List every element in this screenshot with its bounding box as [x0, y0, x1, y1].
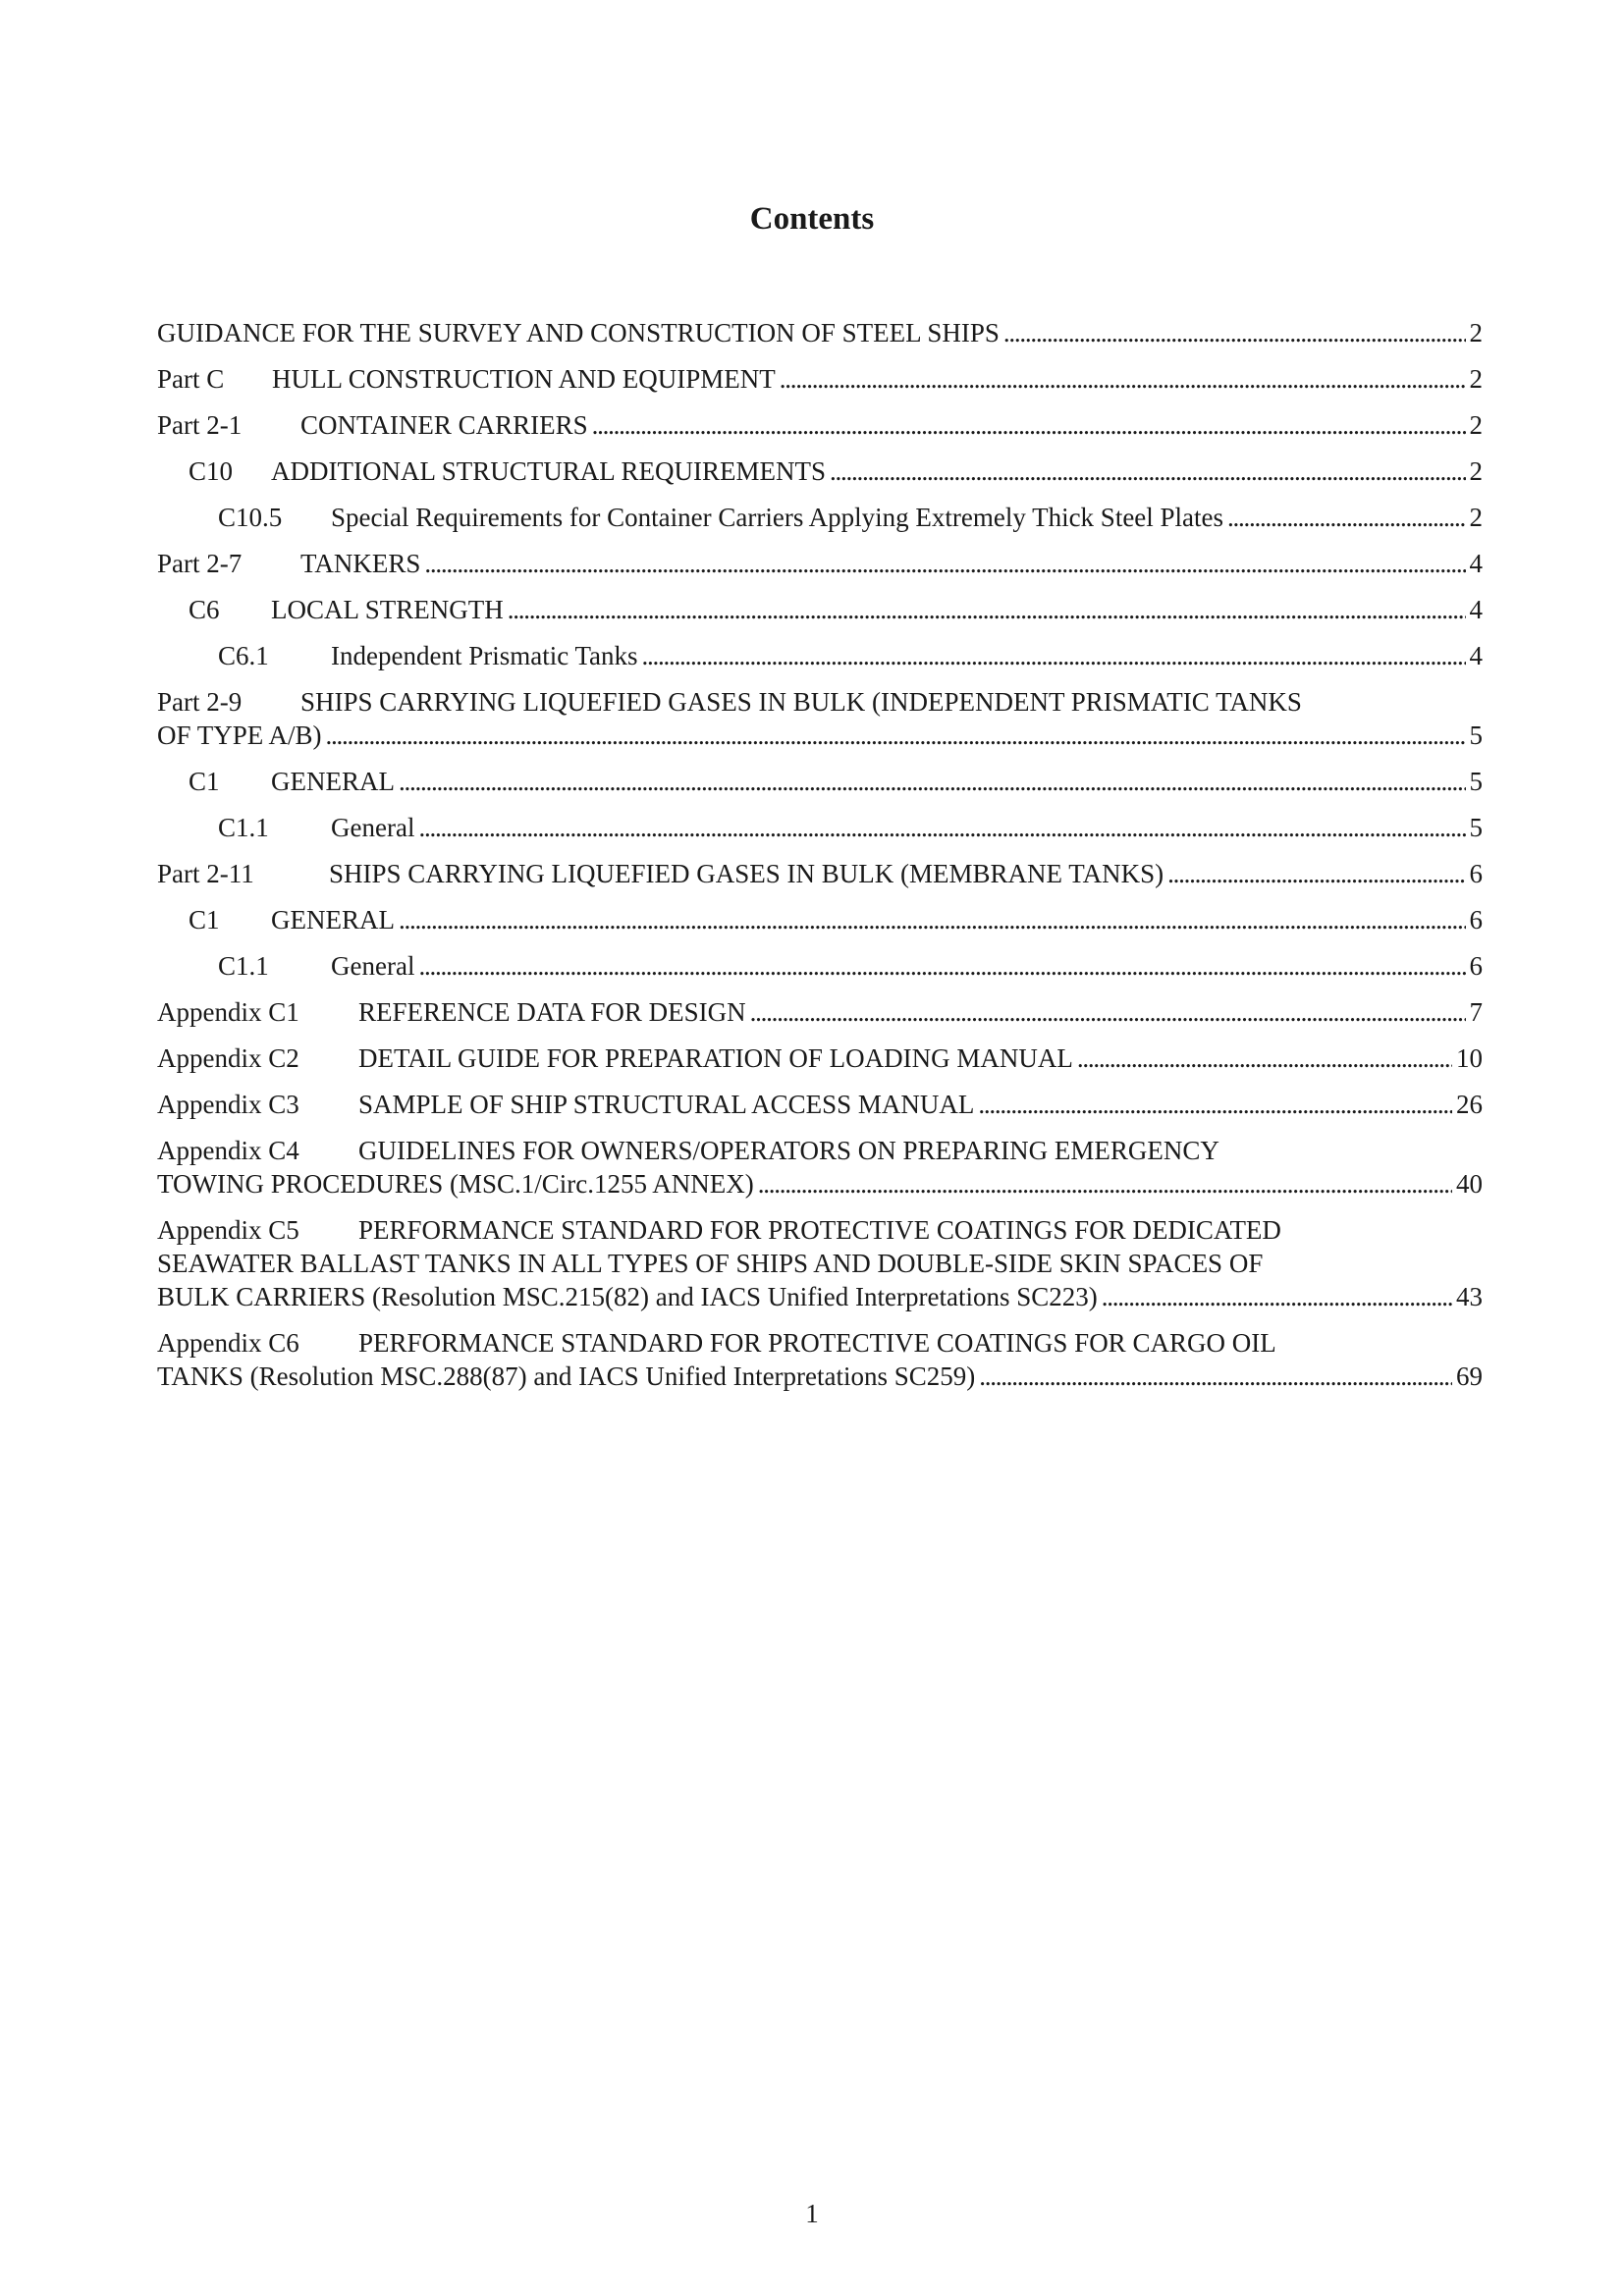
dot-leader: [978, 1088, 1452, 1121]
toc-entry-title: HULL CONSTRUCTION AND EQUIPMENT: [272, 364, 776, 394]
toc-entry-number: C10.5: [218, 503, 283, 532]
toc-entry[interactable]: [157, 811, 1483, 844]
toc-entry-number: Part C: [157, 364, 225, 394]
dot-leader: [1167, 857, 1465, 890]
toc-entry-number: Part 2-9: [157, 687, 243, 717]
toc-entry-page: 6: [1469, 859, 1483, 888]
dot-leader: [326, 719, 1466, 752]
toc-entry-title: Special Requirements for Container Carriers Applying Extremely Thick Steel Plates: [331, 503, 1224, 532]
dot-leader: [399, 765, 1466, 798]
toc-entry-number: Appendix C1: [157, 997, 299, 1027]
toc-entry-title: LOCAL STRENGTH: [271, 595, 504, 624]
toc-entry-number: Appendix C3: [157, 1090, 299, 1119]
toc-entry-page: 7: [1469, 997, 1483, 1027]
toc-entry-number: Appendix C4: [157, 1136, 299, 1165]
toc-entry[interactable]: [157, 316, 1483, 349]
toc-entry[interactable]: [157, 949, 1483, 983]
toc-entry-page: 2: [1469, 364, 1483, 394]
dot-leader: [758, 1167, 1452, 1201]
toc-entry-page: 69: [1456, 1362, 1483, 1391]
toc-entry-number: Appendix C2: [157, 1043, 299, 1073]
toc-entry-number: C10: [189, 456, 234, 486]
dot-leader: [424, 547, 1465, 580]
toc-entry[interactable]: [157, 501, 1483, 534]
dot-leader: [1102, 1280, 1452, 1313]
toc-entry-number: C6: [189, 595, 220, 624]
toc-entry[interactable]: [157, 685, 1483, 752]
toc-entry-page: 26: [1456, 1090, 1483, 1119]
toc-entry-title-continued: OF TYPE A/B): [157, 721, 322, 750]
toc-entry-title: CONTAINER CARRIERS: [300, 410, 588, 440]
toc-entry-title-continued: BULK CARRIERS (Resolution MSC.215(82) and IACS Unified Interpretations SC223): [157, 1282, 1098, 1311]
toc-entry-title: REFERENCE DATA FOR DESIGN: [358, 997, 746, 1027]
toc-entry-title: SHIPS CARRYING LIQUEFIED GASES IN BULK (MEMBRANE TANKS): [329, 859, 1164, 888]
page-title: Contents: [749, 201, 875, 237]
toc-entry-number: C6.1: [218, 641, 269, 670]
toc-entry[interactable]: [157, 639, 1483, 672]
dot-leader: [830, 454, 1466, 488]
page-number: 1: [805, 2199, 819, 2228]
toc-entry-page: 5: [1469, 767, 1483, 796]
dot-leader: [418, 811, 1465, 844]
dot-leader: [979, 1360, 1452, 1393]
dot-leader: [508, 593, 1466, 626]
dot-leader: [642, 639, 1466, 672]
toc-entry-number: Part 2-11: [157, 859, 254, 888]
toc-entry-page: 2: [1469, 456, 1483, 486]
toc-entry-page: 10: [1456, 1043, 1483, 1073]
toc-entry-title-continued: TANKS (Resolution MSC.288(87) and IACS Unified Interpretations SC259): [157, 1362, 976, 1391]
dot-leader: [418, 949, 1465, 983]
toc-entry-page: 43: [1456, 1282, 1483, 1311]
toc-entry[interactable]: [157, 1041, 1483, 1075]
toc-entry-number: Appendix C6: [157, 1328, 299, 1358]
dot-leader: [750, 995, 1466, 1029]
toc-entry-title: GENERAL: [271, 905, 395, 934]
toc-entry[interactable]: [157, 857, 1483, 890]
toc-entry-number: C1: [189, 905, 220, 934]
toc-entry-title: General: [331, 813, 415, 842]
toc-entry-number: C1: [189, 767, 220, 796]
dot-leader: [1227, 501, 1465, 534]
toc-entry-number: Appendix C5: [157, 1215, 299, 1245]
toc-entry[interactable]: [157, 1326, 1483, 1393]
table-of-contents: [157, 316, 1483, 1406]
dot-leader: [780, 362, 1466, 396]
toc-entry-page: 2: [1469, 503, 1483, 532]
dot-leader: [1003, 316, 1466, 349]
toc-entry[interactable]: [157, 454, 1483, 488]
toc-entry[interactable]: [157, 1213, 1483, 1313]
toc-entry-page: 4: [1469, 641, 1483, 670]
toc-entry[interactable]: [157, 1088, 1483, 1121]
toc-entry-page: 4: [1469, 549, 1483, 578]
toc-entry-title: DETAIL GUIDE FOR PREPARATION OF LOADING MANUAL: [358, 1043, 1073, 1073]
toc-entry[interactable]: [157, 362, 1483, 396]
toc-entry-title-continued: SEAWATER BALLAST TANKS IN ALL TYPES OF SHIPS AND DOUBLE-SIDE SKIN SPACES OF: [157, 1249, 1264, 1278]
toc-entry-title: SHIPS CARRYING LIQUEFIED GASES IN BULK (INDEPENDENT PRISMATIC TANKS: [300, 687, 1302, 717]
toc-entry[interactable]: [157, 995, 1483, 1029]
toc-entry-title: GUIDELINES FOR OWNERS/OPERATORS ON PREPARING EMERGENCY: [358, 1136, 1219, 1165]
toc-entry-title: GENERAL: [271, 767, 395, 796]
toc-entry-title: PERFORMANCE STANDARD FOR PROTECTIVE COATINGS FOR CARGO OIL: [358, 1328, 1276, 1358]
toc-entry-page: 6: [1469, 905, 1483, 934]
toc-entry-title: PERFORMANCE STANDARD FOR PROTECTIVE COATINGS FOR DEDICATED: [358, 1215, 1281, 1245]
toc-entry-page: 5: [1469, 721, 1483, 750]
dot-leader: [1077, 1041, 1452, 1075]
toc-entry-title: TANKERS: [300, 549, 421, 578]
toc-entry-title-continued: TOWING PROCEDURES (MSC.1/Circ.1255 ANNEX): [157, 1169, 754, 1199]
dot-leader: [592, 408, 1466, 442]
toc-entry[interactable]: [157, 765, 1483, 798]
toc-entry-number: C1.1: [218, 813, 269, 842]
dot-leader: [399, 903, 1466, 936]
toc-entry-page: 2: [1469, 410, 1483, 440]
toc-entry-title: ADDITIONAL STRUCTURAL REQUIREMENTS: [271, 456, 826, 486]
toc-entry-title: GUIDANCE FOR THE SURVEY AND CONSTRUCTION OF STEEL SHIPS: [157, 318, 1000, 347]
toc-entry-page: 4: [1469, 595, 1483, 624]
toc-entry-title: Independent Prismatic Tanks: [331, 641, 638, 670]
toc-entry[interactable]: [157, 593, 1483, 626]
toc-entry-title: SAMPLE OF SHIP STRUCTURAL ACCESS MANUAL: [358, 1090, 975, 1119]
toc-entry-page: 5: [1469, 813, 1483, 842]
toc-entry[interactable]: [157, 1134, 1483, 1201]
toc-entry-title: General: [331, 951, 415, 981]
toc-entry-page: 40: [1456, 1169, 1483, 1199]
toc-entry[interactable]: [157, 547, 1483, 580]
toc-entry-number: Part 2-7: [157, 549, 243, 578]
toc-entry-page: 2: [1469, 318, 1483, 347]
toc-entry-page: 6: [1469, 951, 1483, 981]
toc-entry-number: Part 2-1: [157, 410, 243, 440]
toc-entry[interactable]: [157, 408, 1483, 442]
toc-entry[interactable]: [157, 903, 1483, 936]
toc-entry-number: C1.1: [218, 951, 269, 981]
